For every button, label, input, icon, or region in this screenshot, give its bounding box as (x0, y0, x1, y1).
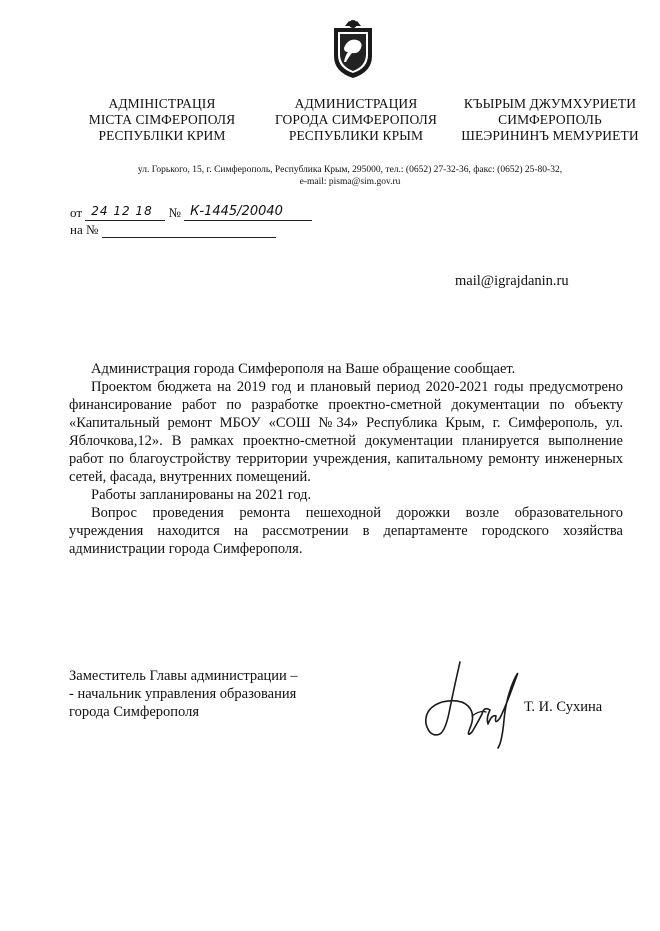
header-line: МІСТА СІМФЕРОПОЛЯ (88, 112, 236, 127)
recipient-email: mail@igrajdanin.ru (455, 273, 569, 289)
header-line: ШЕЭРИНИНЪ МЕМУРИЕТИ (461, 128, 639, 143)
header-line: ГОРОДА СИМФЕРОПОЛЯ (274, 112, 437, 127)
paragraph: Работы запланированы на 2021 год. (91, 487, 312, 503)
header-russian (254, 96, 458, 144)
registration-block (70, 204, 312, 238)
date-field (85, 206, 165, 221)
title-line: - начальник управления образования (69, 686, 297, 702)
header-line: АДМІНІСТРАЦІЯ (108, 96, 216, 111)
paragraph: Вопрос проведения ремонта пешеходной дорожки возле образовательного учреждения находится на рассмотрении в департаменте городского хозяйства администрации города Симферополя. (69, 505, 623, 557)
crimea-coat-of-arms-icon (330, 18, 376, 80)
handwritten-signature-icon (420, 658, 530, 750)
header-line: РЕСПУБЛИКИ КРЫМ (288, 128, 424, 143)
header-line: АДМИНИСТРАЦИЯ (294, 96, 418, 111)
header-line: РЕСПУБЛІКИ КРИМ (98, 128, 226, 143)
title-line: Заместитель Главы администрации – (69, 668, 298, 684)
paragraph: Проектом бюджета на 2019 год и плановый период 2020-2021 годы предусмотрено финансирование работ по разработке проектно-сметной документации по объекту «Капитальный ремонт МБОУ «СОШ №34» Республика Крым, г. Симферополь, ул. Яблочкова,12». В рамках проектно-сметной документации планируется выполнение работ по благоустройству территории учреждения, капитальному ремонту инженерных сетей, фасада, внутренних помещений. (69, 379, 623, 485)
header-crimean-tatar (452, 96, 648, 144)
handwritten-number: К-1445/20040 (190, 204, 283, 219)
number-label: № (168, 205, 181, 220)
email-line: e-mail: pisma@sim.gov.ru (299, 177, 401, 187)
signatory-name: Т. И. Сухина (524, 699, 603, 715)
number-field (184, 206, 312, 221)
from-label: от (70, 205, 83, 220)
ref-field (102, 223, 276, 238)
address-block (60, 164, 640, 188)
handwritten-date: 24 12 18 (91, 204, 153, 218)
letter-body (69, 360, 623, 558)
title-line: города Симферополя (69, 704, 200, 720)
address-line: ул. Горького, 15, г. Симферополь, Республика Крым, 295000, тел.: (0652) 27-32-36, факс: (0652) 25-80-32, (137, 165, 563, 175)
header-ukrainian (64, 96, 260, 144)
signatory-title (69, 667, 298, 721)
ref-label: на № (70, 222, 99, 237)
header-line: КЪЫРЫМ ДЖУМХУРИЕТИ (463, 96, 637, 111)
paragraph: Администрация города Симферополя на Ваше обращение сообщает. (91, 361, 516, 377)
header-line: СИМФЕРОПОЛЬ (498, 112, 602, 127)
